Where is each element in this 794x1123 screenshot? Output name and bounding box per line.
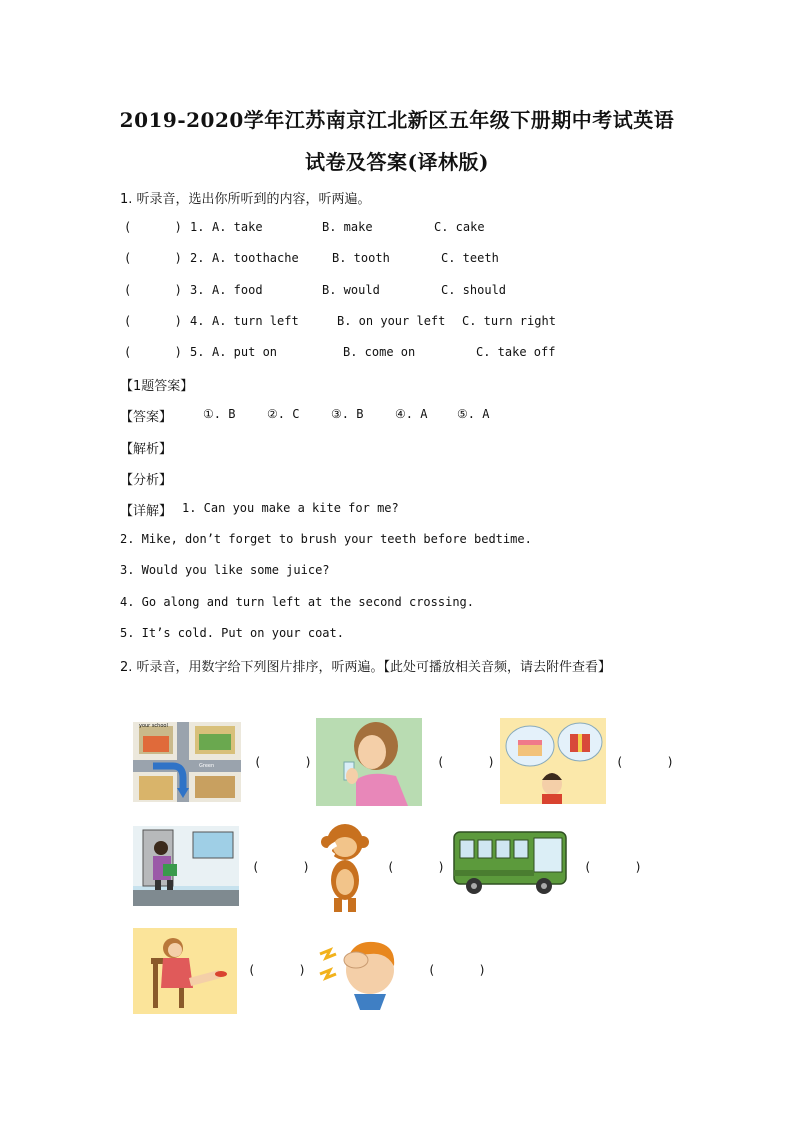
option-a: A. put on [212,345,278,359]
girl-getting-off-picture [133,826,239,906]
option-b: B. would [322,283,380,297]
item-number: 2. [190,251,205,265]
detail-line-1: 1. Can you make a kite for me? [182,501,399,515]
q1-instruction: 1. 听录音，选出你所听到的内容，听两遍。 [120,192,371,207]
answer-5: ⑤. A [457,407,490,421]
answer-header: 【1题答案】 [120,379,194,394]
monkey-picture [316,820,374,916]
answer-blank[interactable]: ( ) [124,283,182,297]
answer-2: ②. C [267,407,300,421]
answer-blank[interactable]: ( ) [124,251,182,265]
order-blank-8[interactable]: ( ) [428,963,486,977]
option-c: C. take off [476,345,556,359]
answer-label: 【答案】 [120,410,173,425]
order-blank-1[interactable]: ( ) [254,755,312,769]
fenxi-label: 【分析】 [120,473,173,488]
detail-line-5: 5. It’s cold. Put on your coat. [120,626,344,640]
item-number: 5. [190,345,205,359]
option-a: A. take [212,220,263,234]
detail-line-4: 4. Go along and turn left at the second crossing. [120,595,475,609]
q2-instruction: 2. 听录音，用数字给下列图片排序，听两遍。【此处可播放相关音频，请去附件查看】 [120,660,612,675]
bus-picture [450,826,572,896]
option-c: C. cake [434,220,485,234]
order-blank-7[interactable]: ( ) [248,963,306,977]
answer-blank[interactable]: ( ) [124,220,182,234]
option-a: A. toothache [212,251,299,265]
answer-1: ①. B [203,407,236,421]
map-picture [133,722,241,802]
answer-blank[interactable]: ( ) [124,314,182,328]
answer-blank[interactable]: ( ) [124,345,182,359]
option-a: A. turn left [212,314,299,328]
item-number: 1. [190,220,205,234]
order-blank-5[interactable]: ( ) [387,860,445,874]
detail-line-3: 3. Would you like some juice? [120,563,330,577]
answer-3: ③. B [331,407,364,421]
map-label-school: your school [139,723,168,729]
boy-thinking-picture [500,718,606,804]
boy-headache-picture [316,930,412,1016]
detail-label: 【详解】 [120,504,173,519]
order-blank-6[interactable]: ( ) [584,860,642,874]
girl-dressing-picture [133,928,237,1014]
analysis-label: 【解析】 [120,442,173,457]
item-number: 4. [190,314,205,328]
order-blank-3[interactable]: ( ) [616,755,674,769]
detail-line-2: 2. Mike, don’t forget to brush your teeth before bedtime. [120,532,532,546]
option-c: C. teeth [441,251,499,265]
document-title-line1: 2019-2020学年江苏南京江北新区五年级下册期中考试英语 [119,108,675,132]
option-b: B. come on [343,345,416,359]
option-b: B. tooth [332,251,390,265]
order-blank-4[interactable]: ( ) [252,860,310,874]
document-title-line2: 试卷及答案(译林版) [305,150,489,174]
option-a: A. food [212,283,263,297]
woman-drinking-picture [316,718,422,806]
map-label-green: Green [199,763,215,769]
option-c: C. turn right [462,314,556,328]
answer-4: ④. A [395,407,428,421]
option-c: C. should [441,283,507,297]
item-number: 3. [190,283,205,297]
option-b: B. on your left [337,314,446,328]
order-blank-2[interactable]: ( ) [437,755,495,769]
option-b: B. make [322,220,373,234]
